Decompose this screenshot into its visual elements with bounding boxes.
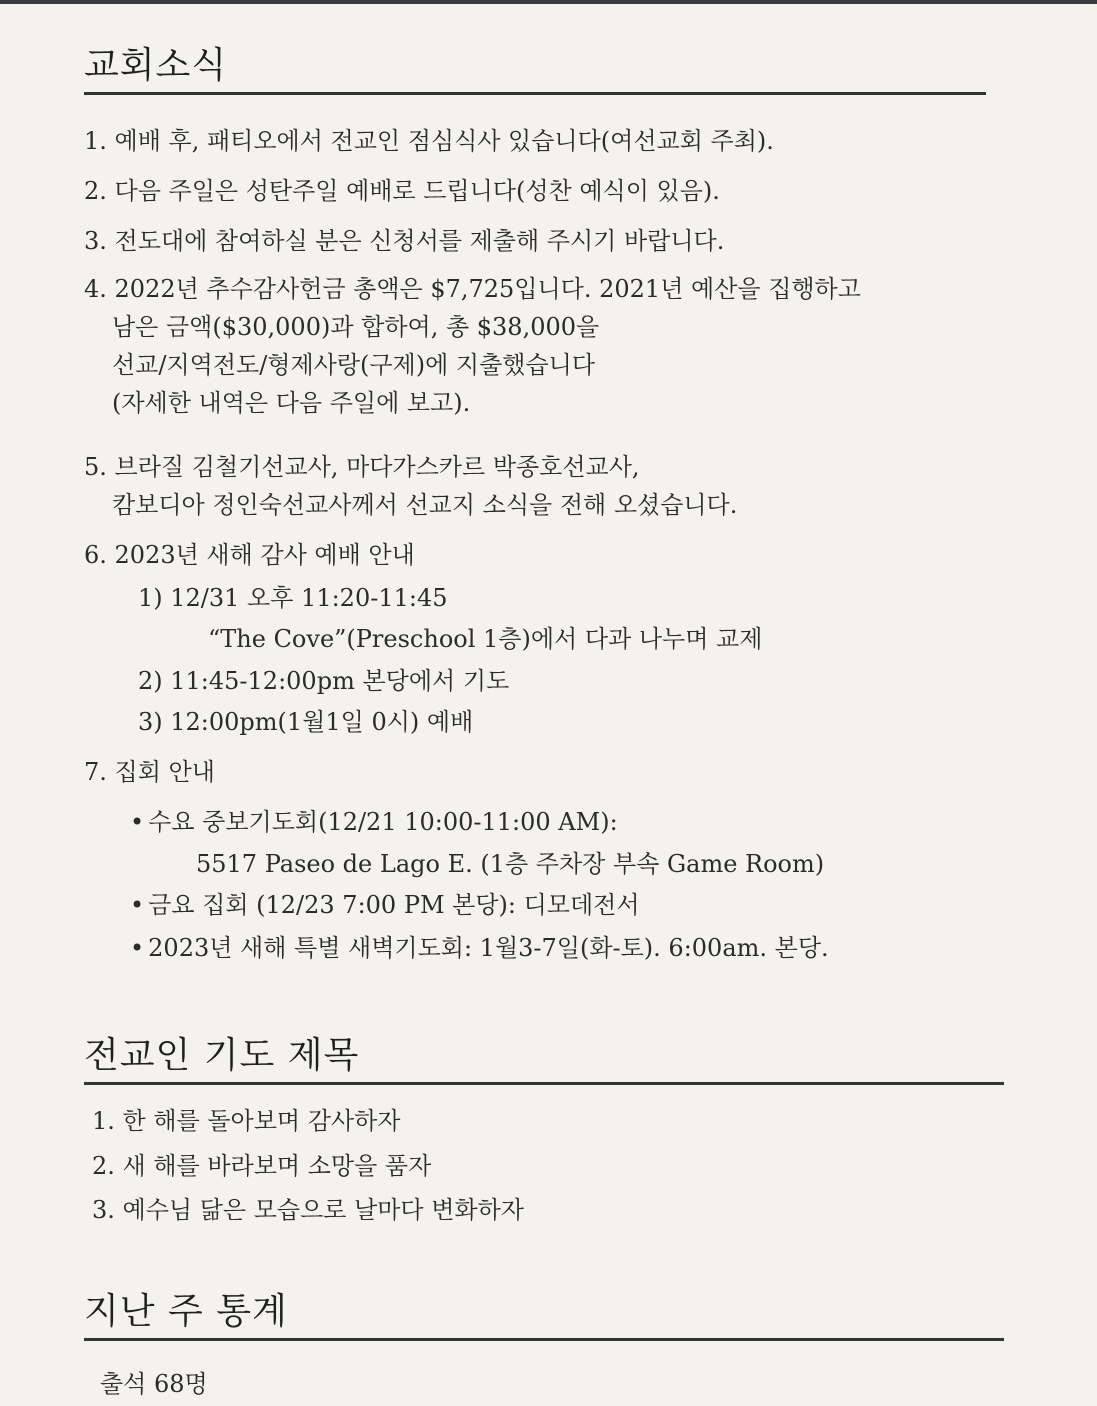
news-item-6: 6. 2023년 새해 감사 예배 안내 xyxy=(84,541,415,569)
prayer-divider xyxy=(84,1082,1004,1085)
prayer-item-2: 2. 새 해를 바라보며 소망을 품자 xyxy=(92,1152,432,1180)
meeting-dawn-prayer: • 2023년 새해 특별 새벽기도회: 1월3-7일(화-토). 6:00am. 본당. xyxy=(130,928,829,968)
news-heading: 교회소식 xyxy=(84,45,228,86)
news-item-2: 2. 다음 주일은 성탄주일 예배로 드립니다(성찬 예식이 있음). xyxy=(84,177,720,205)
prayer-heading: 전교인 기도 제목 xyxy=(84,1035,360,1076)
prayer-item-1: 1. 한 해를 돌아보며 감사하자 xyxy=(92,1107,401,1135)
news-item-7: 7. 집회 안내 xyxy=(84,758,215,786)
meeting-friday: • 금요 집회 (12/23 7:00 PM 본당): 디모데전서 xyxy=(130,885,640,925)
newyear-step-1: 1) 12/31 오후 11:20-11:45 xyxy=(138,584,448,612)
stats-divider xyxy=(84,1338,1004,1341)
newyear-step-3: 3) 12:00pm(1월1일 0시) 예배 xyxy=(138,708,474,736)
stats-heading: 지난 주 통계 xyxy=(84,1291,288,1332)
news-item-1: 1. 예배 후, 패티오에서 전교인 점심식사 있습니다(여선교회 주최). xyxy=(84,127,774,155)
top-border xyxy=(0,0,1097,4)
stats-section xyxy=(84,1290,1004,1341)
prayer-item-3: 3. 예수님 닮은 모습으로 날마다 변화하자 xyxy=(92,1196,524,1224)
newyear-step-1-detail: “The Cove”(Preschool 1층)에서 다과 나누며 교제 xyxy=(208,625,763,653)
news-item-5: 5. 브라질 김철기선교사, 마다가스카르 박종호선교사, 캄보디아 정인숙선교사께서 선교지 소식을 전해 오셨습니다. xyxy=(84,453,738,519)
news-item-3: 3. 전도대에 참여하실 분은 신청서를 제출해 주시기 바랍니다. xyxy=(84,227,725,255)
news-item-4: 4. 2022년 추수감사헌금 총액은 $7,725입니다. 2021년 예산을 집행하고 남은 금액($30,000)과 합하여, 총 $38,000을 선교/지역전도/형제사랑(구제)에 지출했습니다 (자세한 내역은 다음 주일에 보고). xyxy=(84,275,861,417)
news-section xyxy=(84,44,986,95)
news-divider xyxy=(84,92,986,95)
meeting-wednesday-location: 5517 Paseo de Lago E. (1층 주차장 부속 Game Room) xyxy=(196,850,825,878)
meeting-wednesday: • 수요 중보기도회(12/21 10:00-11:00 AM): xyxy=(130,802,618,842)
prayer-section xyxy=(84,1034,1004,1085)
attendance-count: 출석 68명 xyxy=(100,1370,208,1398)
newyear-step-2: 2) 11:45-12:00pm 본당에서 기도 xyxy=(138,667,510,695)
